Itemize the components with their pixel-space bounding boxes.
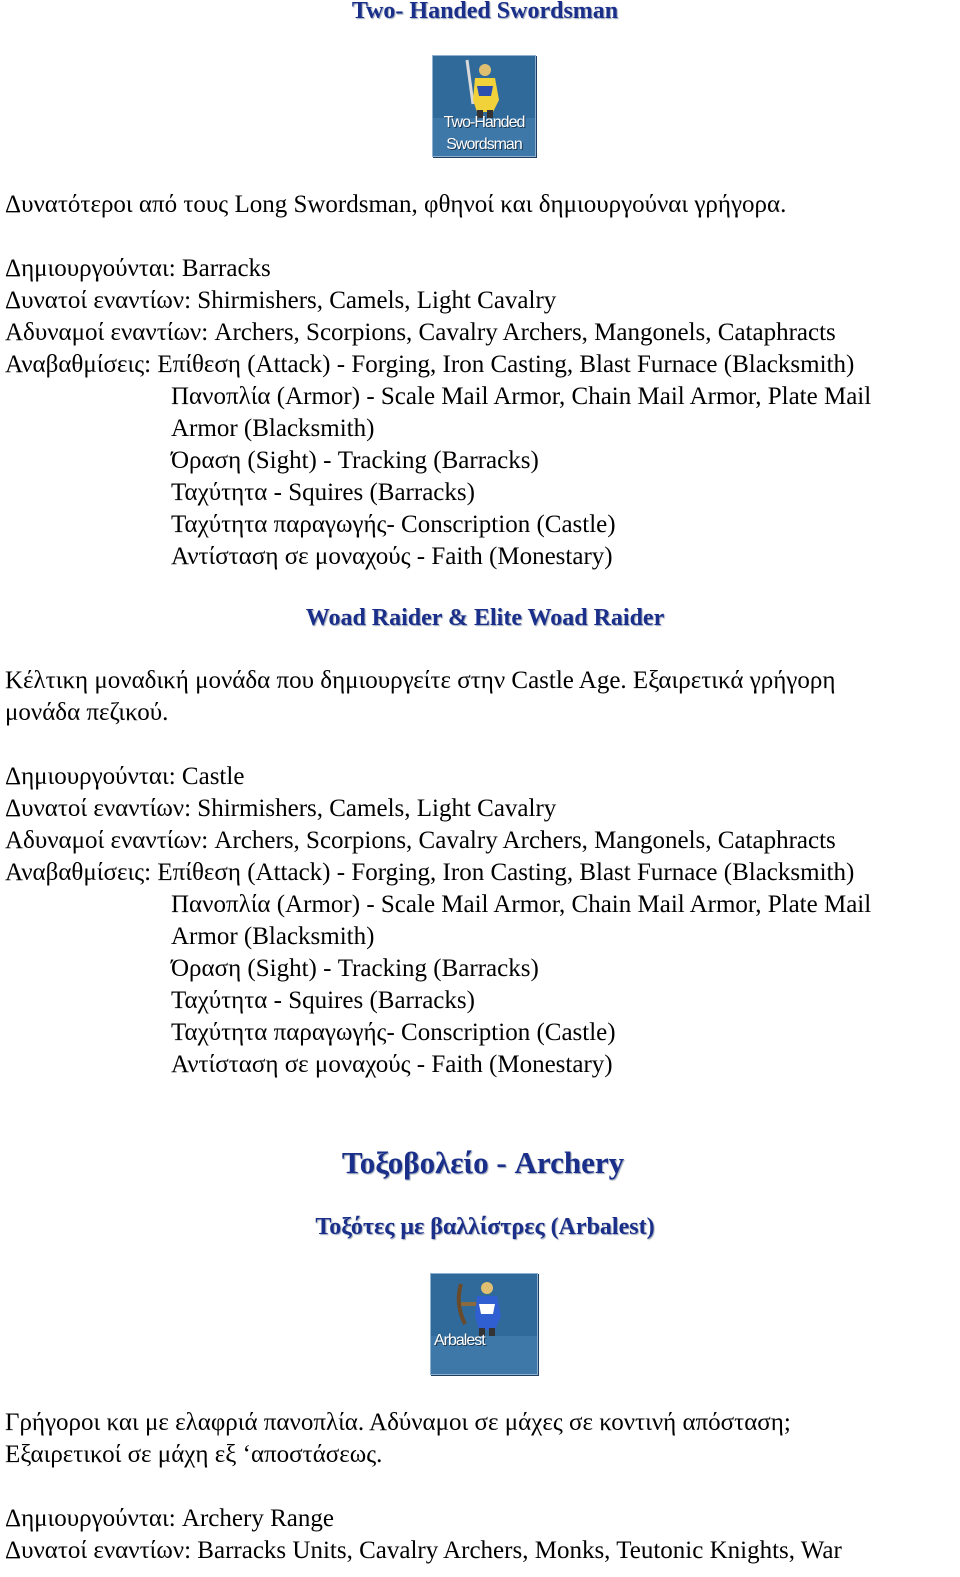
icon-caption: Arbalest bbox=[434, 1332, 485, 1349]
upgrades-resistance: Αντίσταση σε μοναχούς - Faith (Monestary) bbox=[171, 543, 613, 570]
created-at: Δημιουργούνται: Castle bbox=[5, 763, 245, 790]
upgrades-attack: Αναβαθμίσεις: Επίθεση (Attack) - Forging, Iron Casting, Blast Furnace (Blacksmith) bbox=[5, 859, 855, 886]
strong-against: Δυνατοί εναντίων: Shirmishers, Camels, Light Cavalry bbox=[5, 287, 557, 314]
unit-description: Γρήγοροι και με ελαφριά πανοπλία. Αδύναμοι σε μάχες σε κοντινή απόσταση; bbox=[5, 1409, 791, 1436]
section-title-archery: Τοξοβολείο - Archery bbox=[341, 1145, 625, 1180]
strong-against: Δυνατοί εναντίων: Barracks Units, Cavalry Archers, Monks, Teutonic Knights, War bbox=[5, 1537, 842, 1564]
upgrades-resistance: Αντίσταση σε μοναχούς - Faith (Monestary) bbox=[171, 1051, 613, 1078]
arbalest-icon bbox=[430, 1273, 538, 1375]
upgrades-speed: Ταχύτητα - Squires (Barracks) bbox=[171, 987, 475, 1014]
upgrades-production: Ταχύτητα παραγωγής- Conscription (Castle) bbox=[171, 1019, 616, 1046]
upgrades-speed: Ταχύτητα - Squires (Barracks) bbox=[171, 479, 475, 506]
weak-against: Αδυναμοί εναντίων: Archers, Scorpions, Cavalry Archers, Mangonels, Cataphracts bbox=[5, 827, 836, 854]
weak-against: Αδυναμοί εναντίων: Archers, Scorpions, Cavalry Archers, Mangonels, Cataphracts bbox=[5, 319, 836, 346]
upgrades-attack: Αναβαθμίσεις: Επίθεση (Attack) - Forging, Iron Casting, Blast Furnace (Blacksmith) bbox=[5, 351, 855, 378]
section-title-woad-raider: Woad Raider & Elite Woad Raider bbox=[305, 605, 665, 631]
icon-caption: Swordsman bbox=[446, 136, 522, 153]
upgrades-armor-cont: Armor (Blacksmith) bbox=[171, 923, 375, 950]
created-at: Δημιουργούνται: Barracks bbox=[5, 255, 271, 282]
unit-description: Κέλτικη μοναδική μονάδα που δημιουργείτε στην Castle Age. Εξαιρετικά γρήγορη bbox=[5, 667, 836, 694]
two-handed-swordsman-icon bbox=[432, 55, 536, 157]
upgrades-armor: Πανοπλία (Armor) - Scale Mail Armor, Chain Mail Armor, Plate Mail bbox=[171, 891, 872, 918]
upgrades-production: Ταχύτητα παραγωγής- Conscription (Castle) bbox=[171, 511, 616, 538]
unit-description-cont: Εξαιρετικοί σε μάχη εξ ‘αποστάσεως. bbox=[5, 1441, 383, 1468]
upgrades-sight: Όραση (Sight) - Tracking (Barracks) bbox=[171, 447, 539, 474]
section-title-arbalest: Τοξότες με βαλλίστρες (Arbalest) bbox=[315, 1214, 655, 1240]
icon-caption: Two-Handed bbox=[443, 114, 525, 131]
created-at: Δημιουργούνται: Archery Range bbox=[5, 1505, 334, 1532]
strong-against: Δυνατοί εναντίων: Shirmishers, Camels, Light Cavalry bbox=[5, 795, 557, 822]
unit-description: Δυνατότεροι από τους Long Swordsman, φθηνοί και δημιουργούναι γρήγορα. bbox=[5, 191, 787, 218]
unit-description-cont: μονάδα πεζικού. bbox=[5, 699, 169, 726]
upgrades-sight: Όραση (Sight) - Tracking (Barracks) bbox=[171, 955, 539, 982]
upgrades-armor: Πανοπλία (Armor) - Scale Mail Armor, Chain Mail Armor, Plate Mail bbox=[171, 383, 872, 410]
upgrades-armor-cont: Armor (Blacksmith) bbox=[171, 415, 375, 442]
section-title-two-handed: Two- Handed Swordsman bbox=[351, 0, 619, 24]
